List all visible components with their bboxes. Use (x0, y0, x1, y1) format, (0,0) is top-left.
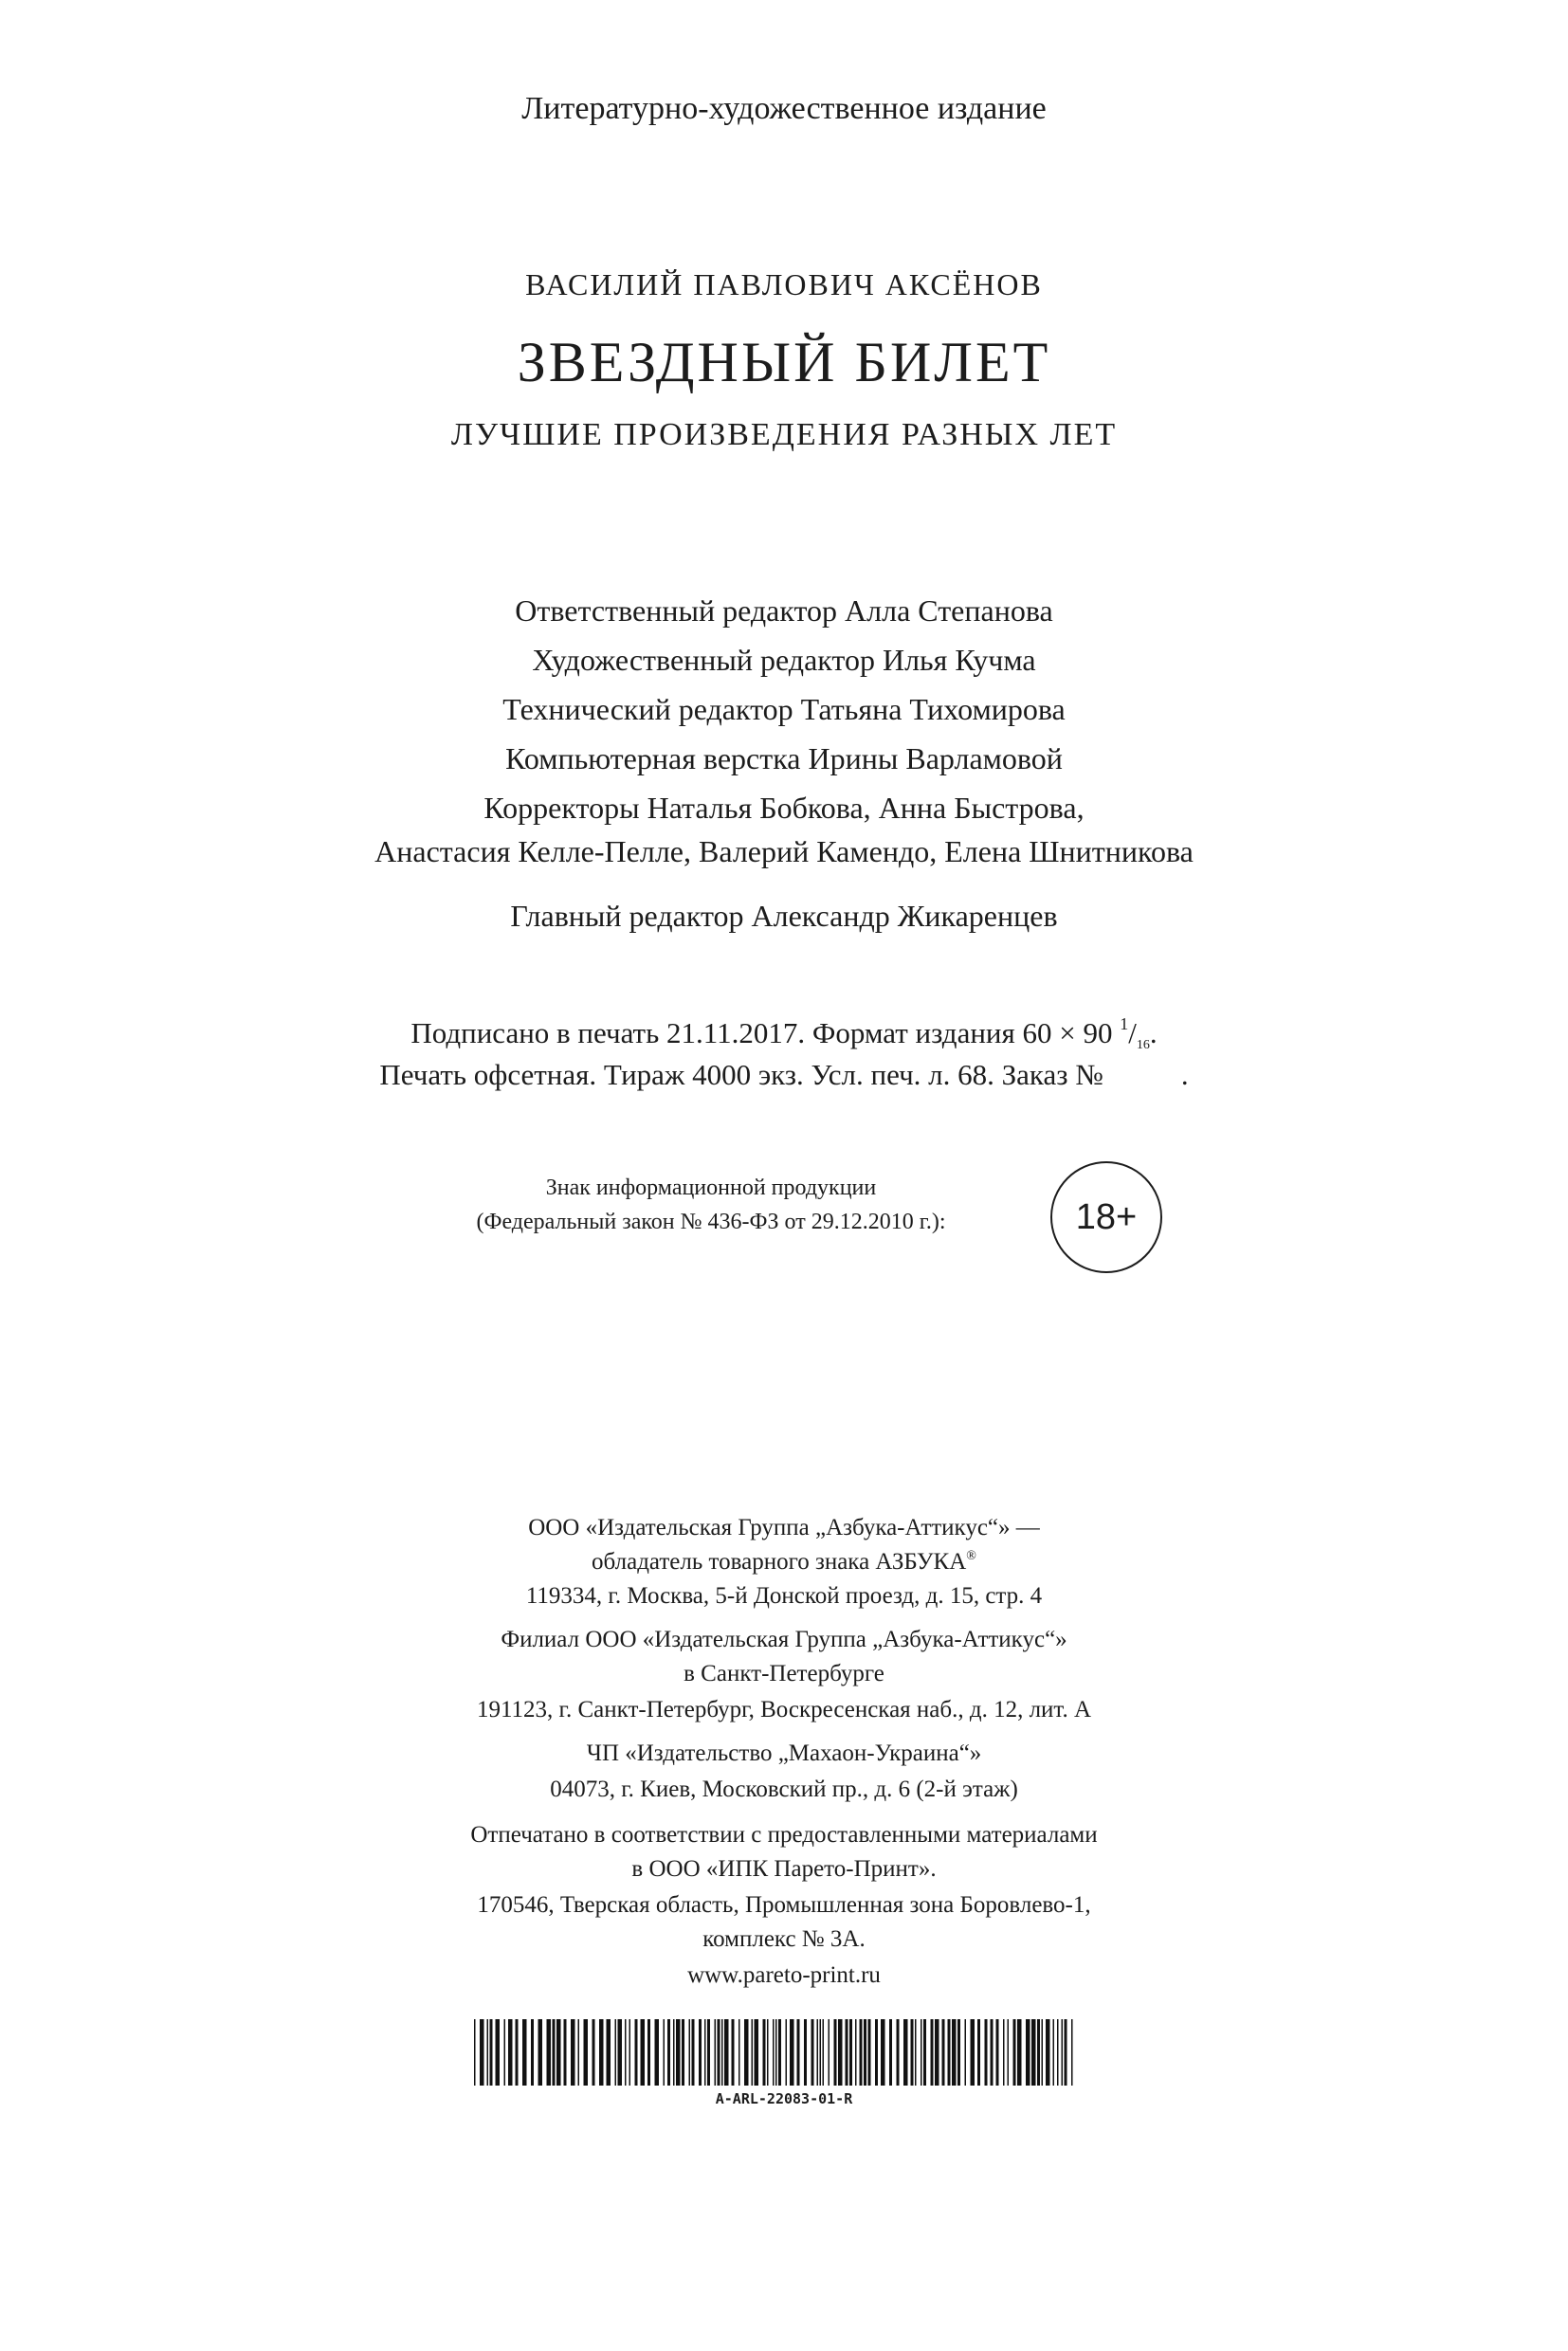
credit-proofreaders-2: Анастасия Келле-Пелле, Валерий Камендо, Елена Шнитникова (374, 834, 1194, 868)
barcode-bar (778, 2019, 781, 2086)
barcode-bar (1037, 2019, 1040, 2086)
barcode-bar (935, 2019, 939, 2086)
barcode-bar (846, 2019, 848, 2086)
barcode-bar (977, 2019, 980, 2086)
barcode-bar (786, 2019, 788, 2086)
barcode-bar (635, 2019, 638, 2086)
format-denominator: 16 (1136, 1038, 1150, 1052)
barcode-bar (985, 2019, 988, 2086)
barcode-bar (1071, 2019, 1073, 2086)
barcode-bar (903, 2019, 908, 2086)
barcode-bar (599, 2019, 604, 2086)
barcode-bar (655, 2019, 660, 2086)
printer-line-2: в ООО «ИПК Парето-Принт». (631, 1856, 937, 1882)
barcode-bar (1017, 2019, 1022, 2086)
barcode-bar (775, 2019, 777, 2086)
book-title: ЗВЕЗДНЫЙ БИЛЕТ (517, 331, 1051, 393)
barcode-bar (1057, 2019, 1059, 2086)
barcode-bar (763, 2019, 766, 2086)
credit-technical-editor: Технический редактор Татьяна Тихомирова (502, 692, 1066, 726)
barcode-bar (593, 2019, 595, 2086)
barcode-bar (881, 2019, 885, 2086)
barcode-bar (965, 2019, 967, 2086)
barcode-bar (474, 2019, 476, 2086)
barcode-bar (744, 2019, 749, 2086)
age-rating-badge: 18+ (1050, 1161, 1162, 1273)
registered-mark: ® (966, 1549, 976, 1563)
barcode-graphic (474, 2019, 1081, 2086)
credit-managing-editor: Ответственный редактор Алла Степанова (515, 593, 1053, 628)
age-label-line-1: Знак информационной продукции (545, 1176, 877, 1200)
barcode-bar (991, 2019, 994, 2086)
credit-editor-in-chief: Главный редактор Александр Жикаренцев (510, 899, 1058, 933)
barcode-bar (942, 2019, 945, 2086)
barcode-bar (738, 2019, 740, 2086)
barcode-bar (1065, 2019, 1067, 2086)
barcode-bar (755, 2019, 759, 2086)
barcode-bar (838, 2019, 843, 2086)
barcode-bar (971, 2019, 975, 2086)
printer-line-1: Отпечатано в соответствии с предоставленными материалами (470, 1822, 1098, 1848)
barcode-bar (860, 2019, 863, 2086)
barcode-bar (855, 2019, 857, 2086)
barcode-bar (629, 2019, 631, 2086)
branch-line-2: в Санкт-Петербурге (684, 1661, 884, 1686)
barcode-bar (1008, 2019, 1010, 2086)
credit-art-editor: Художественный редактор Илья Кучма (532, 643, 1036, 677)
barcode-bar (641, 2019, 646, 2086)
barcode-bar (864, 2019, 866, 2086)
barcode-bar (767, 2019, 769, 2086)
credit-proofreaders-1: Корректоры Наталья Бобкова, Анна Быстрова, (483, 791, 1085, 825)
barcode-bar (897, 2019, 900, 2086)
barcode-bar (516, 2019, 519, 2086)
barcode-bar (911, 2019, 914, 2086)
barcode-bar (732, 2019, 735, 2086)
print-info-line-2: Печать офсетная. Тираж 4000 экз. Усл. печ. л. 68. Заказ № . (379, 1058, 1189, 1091)
barcode-bar (811, 2019, 814, 2086)
printer-website: www.pareto-print.ru (687, 1962, 881, 1988)
barcode-bar (817, 2019, 819, 2086)
barcode-bar (1026, 2019, 1030, 2086)
barcode-bar (538, 2019, 543, 2086)
barcode-bar (496, 2019, 501, 2086)
barcode-bar (849, 2019, 852, 2086)
barcode-bar (480, 2019, 484, 2086)
age-label-line-2: (Федеральный закон № 436-ФЗ от 29.12.2010 г.): (476, 1210, 946, 1234)
branch-address: 191123, г. Санкт-Петербург, Воскресенская наб., д. 12, лит. А (476, 1697, 1092, 1722)
barcode-bar (699, 2019, 702, 2086)
barcode-bar (773, 2019, 775, 2086)
barcode-bar (553, 2019, 556, 2086)
barcode-bar (1031, 2019, 1036, 2086)
barcode-bar (996, 2019, 999, 2086)
barcode-bar (721, 2019, 723, 2086)
barcode-bar (875, 2019, 878, 2086)
ukraine-address: 04073, г. Киев, Московский пр., д. 6 (2-й этаж) (550, 1777, 1018, 1802)
barcode-bar (957, 2019, 960, 2086)
barcode-code: A-ARL-22083-01-R (715, 2090, 853, 2107)
barcode-bar (1062, 2019, 1064, 2086)
barcode-bar (647, 2019, 650, 2086)
barcode-bar (715, 2019, 717, 2086)
barcode-bar (692, 2019, 695, 2086)
publisher-address: 119334, г. Москва, 5-й Донской проезд, д. 15, стр. 4 (525, 1583, 1043, 1609)
barcode-bar (618, 2019, 623, 2086)
barcode-bar (547, 2019, 552, 2086)
printer-address-1: 170546, Тверская область, Промышленная зона Боровлево-1, (477, 1892, 1091, 1918)
barcode-bar (522, 2019, 527, 2086)
barcode-bar (607, 2019, 611, 2086)
barcode-bar (682, 2019, 684, 2086)
barcode-bar (578, 2019, 580, 2086)
barcode-bar (790, 2019, 794, 2086)
printer-address-2: комплекс № 3А. (702, 1926, 866, 1952)
publisher-line-2: обладатель товарного знака АЗБУКА® (592, 1549, 976, 1575)
barcode-bar (921, 2019, 922, 2086)
barcode-bar (724, 2019, 729, 2086)
barcode-bar (531, 2019, 534, 2086)
barcode-bar (820, 2019, 822, 2086)
barcode-bar (1013, 2019, 1016, 2086)
barcode-bar (834, 2019, 837, 2086)
barcode-bar (889, 2019, 892, 2086)
barcode-bar (667, 2019, 670, 2086)
barcode-bar (952, 2019, 957, 2086)
barcode-bar (718, 2019, 720, 2086)
barcode-bar (752, 2019, 754, 2086)
barcode-bar (508, 2019, 513, 2086)
barcode-bar (490, 2019, 493, 2086)
barcode-bar (804, 2019, 807, 2086)
barcode-bar (948, 2019, 951, 2086)
barcode-bar (1042, 2019, 1044, 2086)
barcode-bar (915, 2019, 917, 2086)
barcode-bar (1046, 2019, 1050, 2086)
ukraine-line-1: ЧП «Издательство „Махаон-Украина“» (586, 1740, 982, 1766)
barcode-bar (615, 2019, 617, 2086)
barcode-bar (556, 2019, 561, 2086)
branch-line-1: Филиал ООО «Издательская Группа „Азбука-Аттикус“» (501, 1627, 1067, 1652)
barcode-bar (504, 2019, 506, 2086)
format-slash: / (1128, 1016, 1137, 1049)
print-info-line-1: Подписано в печать 21.11.2017. Формат издания 60 × 90 $^1/_{16}$. (410, 1014, 1158, 1052)
barcode-bar (797, 2019, 800, 2086)
barcode-bar (923, 2019, 926, 2086)
barcode-bar (829, 2019, 830, 2086)
format-numerator: 1 (1120, 1014, 1129, 1033)
barcode-bar (664, 2019, 665, 2086)
credit-layout: Компьютерная верстка Ирины Варламовой (505, 741, 1063, 775)
barcode-bar (625, 2019, 627, 2086)
publisher-line-1: ООО «Издательская Группа „Азбука-Аттикус“» — (528, 1515, 1040, 1540)
barcode-bar (704, 2019, 706, 2086)
barcode-bar (564, 2019, 567, 2086)
barcode-bar (1053, 2019, 1055, 2086)
author-name: ВАСИЛИЙ ПАВЛОВИЧ АКСЁНОВ (525, 267, 1043, 301)
barcode-bar (707, 2019, 710, 2086)
barcode-bar (823, 2019, 825, 2086)
edition-type: Литературно-художественное издание (521, 91, 1047, 126)
barcode-bar (571, 2019, 575, 2086)
barcode-bar (584, 2019, 589, 2086)
barcode-bar (676, 2019, 681, 2086)
barcode-bar (931, 2019, 934, 2086)
barcode-bar (689, 2019, 691, 2086)
barcode-bar (868, 2019, 871, 2086)
barcode-bar (673, 2019, 675, 2086)
book-subtitle: ЛУЧШИЕ ПРОИЗВЕДЕНИЯ РАЗНЫХ ЛЕТ (450, 417, 1118, 452)
barcode-bar (1003, 2019, 1005, 2086)
barcode-bar (487, 2019, 489, 2086)
